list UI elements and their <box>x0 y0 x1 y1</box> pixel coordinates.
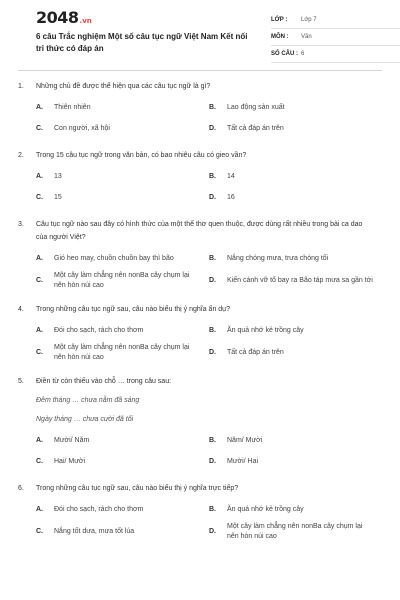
option-b[interactable] <box>209 166 382 187</box>
option-letter: D. <box>209 349 216 356</box>
option-d[interactable] <box>209 269 382 293</box>
option-letter: D. <box>209 124 216 132</box>
meta-key: LỚP : <box>271 17 288 23</box>
option-letter: C. <box>36 277 43 284</box>
answer-options <box>18 166 382 208</box>
option-text: Ăn quả nhớ kẻ trồng cây <box>227 326 304 334</box>
site-logo[interactable] <box>36 8 92 27</box>
meta-key: MÔN : <box>271 34 289 40</box>
question-text: Câu tục ngữ nào sau đây có hình thức của một thể thơ quen thuộc, được dùng rất nhiều trong bài ca dao của người Việt? <box>36 221 363 241</box>
meta-value: 6 <box>301 51 305 57</box>
option-a[interactable] <box>36 430 209 451</box>
meta-row-count <box>271 46 400 63</box>
question-number: 5. <box>18 378 24 385</box>
option-text: 14 <box>227 172 235 180</box>
option-text: Đói cho sạch, rách cho thơm <box>54 326 144 334</box>
option-text: Một cây làm chẳng nên nonBa cây chụm lại nên hòn núi cao <box>54 272 190 289</box>
option-c[interactable] <box>36 451 209 472</box>
option-letter: B. <box>209 172 216 180</box>
option-text: Năm/ Mười <box>227 436 263 444</box>
option-c[interactable] <box>36 520 209 544</box>
option-b[interactable] <box>209 97 382 118</box>
option-letter: A. <box>36 172 43 180</box>
option-text: Tất cả đáp án trên <box>227 349 284 356</box>
option-d[interactable] <box>209 187 382 208</box>
option-a[interactable] <box>36 320 209 341</box>
option-text: 15 <box>54 193 62 201</box>
question-4 <box>18 303 382 365</box>
question-list <box>18 80 382 554</box>
option-c[interactable] <box>36 187 209 208</box>
question-5 <box>18 375 382 472</box>
option-letter: B. <box>209 505 216 513</box>
question-number: 1. <box>18 83 24 90</box>
option-c[interactable] <box>36 269 209 293</box>
option-text: 16 <box>227 193 235 201</box>
option-letter: C. <box>36 349 43 356</box>
option-letter: D. <box>209 528 216 535</box>
option-letter: B. <box>209 254 216 262</box>
option-b[interactable] <box>209 430 382 451</box>
option-text: Thiên nhiên <box>54 103 91 111</box>
option-letter: B. <box>209 436 216 444</box>
option-a[interactable] <box>36 248 209 269</box>
meta-row-class <box>271 12 400 29</box>
option-c[interactable] <box>36 118 209 139</box>
option-letter: A. <box>36 103 43 111</box>
option-text: Hai/ Mười <box>54 457 86 465</box>
option-text: Lao động sản xuất <box>227 103 285 111</box>
logo-text: 2048 <box>36 8 79 27</box>
answer-options <box>18 430 382 472</box>
option-text: Tất cả đáp án trên <box>227 124 284 132</box>
option-d[interactable] <box>209 520 382 544</box>
option-text: Mười/ Hai <box>227 457 259 465</box>
option-letter: C. <box>36 457 43 465</box>
option-d[interactable] <box>209 451 382 472</box>
option-a[interactable] <box>36 166 209 187</box>
option-letter: B. <box>209 103 216 111</box>
option-letter: D. <box>209 457 216 465</box>
option-text: Một cây làm chẳng nên nonBa cây chụm lại nên hòn núi cao <box>227 523 363 540</box>
meta-value: Lớp 7 <box>301 17 317 23</box>
option-text: Nắng tốt dưa, mưa tốt lúa <box>54 528 135 535</box>
option-text: Con người, xã hội <box>54 124 110 132</box>
page-header <box>18 0 382 70</box>
option-letter: B. <box>209 326 216 334</box>
option-b[interactable] <box>209 320 382 341</box>
option-letter: D. <box>209 277 216 284</box>
question-text: Trong những câu tục ngữ sau, câu nào biểu thị ý nghĩa ẩn dụ? <box>36 306 230 313</box>
option-c[interactable] <box>36 341 209 365</box>
option-letter: A. <box>36 505 43 513</box>
option-text: Mười/ Năm <box>54 436 90 444</box>
option-letter: C. <box>36 528 43 535</box>
option-text: 13 <box>54 172 62 180</box>
question-number: 3. <box>18 221 24 228</box>
option-letter: C. <box>36 193 43 201</box>
option-text: Nắng chóng mưa, trưa chóng tối <box>227 254 329 262</box>
option-letter: A. <box>36 254 43 262</box>
meta-value: Văn <box>301 34 312 40</box>
meta-row-subject <box>271 29 400 46</box>
question-text: Những chủ đề được thể hiện qua các câu tục ngữ là gì? <box>36 83 211 90</box>
question-number: 4. <box>18 306 24 313</box>
question-number: 6. <box>18 485 24 492</box>
header-divider <box>18 70 382 71</box>
option-letter: A. <box>36 326 43 334</box>
option-text: Một cây làm chẳng nên nonBa cây chụm lại nên hòn núi cao <box>54 344 190 361</box>
answer-options <box>18 97 382 139</box>
quote-line: Ngày tháng … chưa cười đã tối <box>36 416 134 423</box>
option-letter: C. <box>36 124 43 132</box>
option-b[interactable] <box>209 248 382 269</box>
question-text: Trong những câu tục ngữ sau, câu nào biểu thị ý nghĩa trực tiếp? <box>36 485 239 492</box>
question-2 <box>18 149 382 208</box>
question-number: 2. <box>18 152 24 159</box>
option-text: Kiến cánh vỡ tổ bay ra Bão táp mưa sa gần tới <box>227 277 373 284</box>
option-d[interactable] <box>209 118 382 139</box>
option-text: Đói cho sạch, rách cho thơm <box>54 505 144 513</box>
option-b[interactable] <box>209 499 382 520</box>
answer-options <box>18 248 382 293</box>
question-6 <box>18 482 382 544</box>
answer-options <box>18 320 382 365</box>
page-title: 6 câu Trắc nghiệm Một số câu tục ngữ Việt Nam Kết nối tri thức có đáp án <box>36 32 248 53</box>
option-letter: A. <box>36 436 43 444</box>
option-text: Gió heo may, chuồn chuồn bay thì bão <box>54 254 174 262</box>
option-letter: D. <box>209 193 216 201</box>
option-d[interactable] <box>209 341 382 365</box>
question-1 <box>18 80 382 139</box>
meta-key: SỐ CÂU : <box>271 51 298 57</box>
question-text: Điền từ còn thiếu vào chỗ … trong câu sau: <box>36 378 172 385</box>
question-3 <box>18 218 382 293</box>
option-text: Ăn quả nhớ kẻ trồng cây <box>227 505 304 513</box>
option-a[interactable] <box>36 97 209 118</box>
logo-suffix: .vn <box>79 17 92 25</box>
meta-table <box>271 12 400 63</box>
option-a[interactable] <box>36 499 209 520</box>
quote-line: Đêm tháng … chưa nằm đã sáng <box>36 397 140 404</box>
answer-options <box>18 499 382 544</box>
question-text: Trong 15 câu tục ngữ trong văn bản, có bao nhiêu câu có gieo vần? <box>36 152 247 159</box>
